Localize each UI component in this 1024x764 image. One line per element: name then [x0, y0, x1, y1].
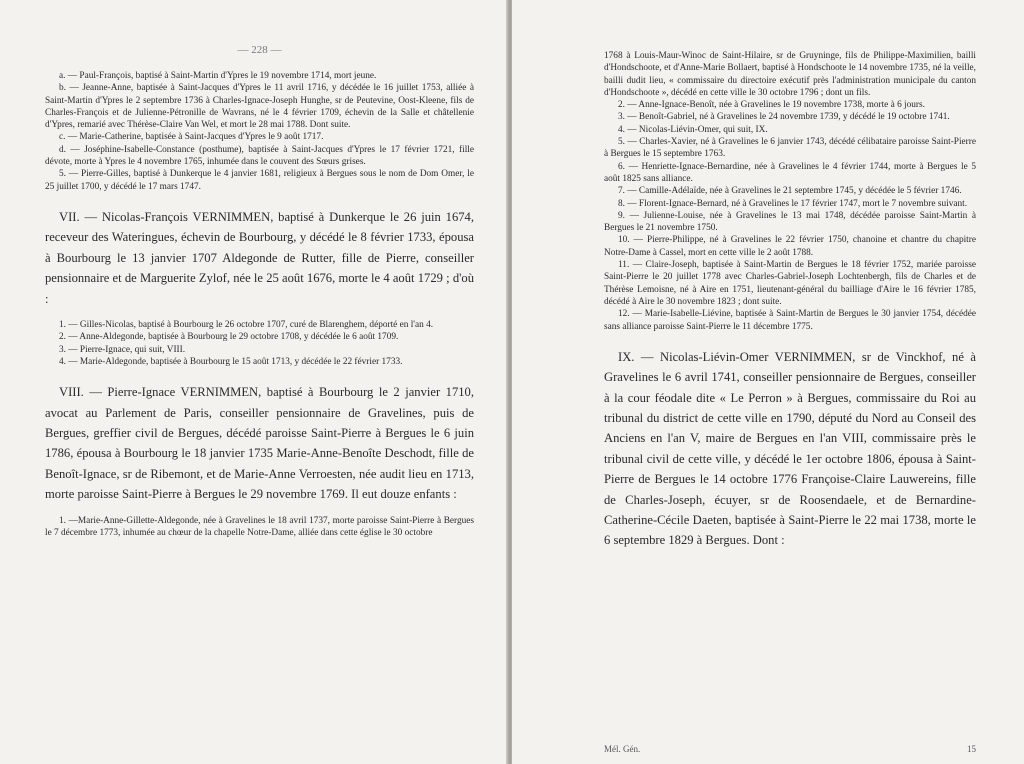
child-entry: 9. — Julienne-Louise, née à Gravelines le 13 mai 1748, décédée paroisse Saint-Martin à Bergues le 21 novembre 1750. [604, 210, 976, 234]
child-entry: 5. — Pierre-Gilles, baptisé à Dunkerque le 4 janvier 1681, religieux à Bergues sous le nom de Dom Omer, le 25 juillet 1700, y décédé le 17 mars 1747. [45, 169, 474, 192]
child-entry: 7. — Camille-Adélaïde, née à Gravelines le 21 septembre 1745, y décédée le 5 février 1746. [618, 186, 962, 197]
child-entry: 1. —Marie-Anne-Gillette-Aldegonde, née à Gravelines le 18 avril 1737, morte paroisse Saint-Pierre à Bergues le 7 décembre 1773, inhumée au chœur de la chapelle Notre-Dame, alliée dans cette église le 30 octobre [45, 515, 474, 538]
left-page [0, 0, 508, 764]
generation-entry: IX. — Nicolas-Liévin-Omer VERNIMMEN, sr de Vinckhof, né à Gravelines le 6 avril 1741, conseiller pensionnaire de Bergues, conseiller à la cour féodale dite « Le Perron » à Bergues, commissaire du Roi au tribunal du district de cette ville en 1790, député du Nord au Conseil des Anciens en l'an V, maire de Bergues en l'an VIII, commissaire près le tribunal civil de cette ville, y décédé le 1er octobre 1806, épousa à Saint-Pierre de Bergues le 14 octobre 1776 Françoise-Claire Lauwereins, fille de Charles-Joseph, écuyer, sr de Roosendaele, et de Bernardine-Catherine-Cécile Daeten, baptisée à Saint-Pierre le 22 mai 1738, morte le 6 septembre 1829 à Bergues. Dont : [604, 349, 976, 548]
paragraph-spacer [45, 368, 474, 382]
footer-page-number: 15 [967, 744, 976, 754]
child-entry: 4. — Marie-Aldegonde, baptisée à Bourbourg le 15 août 1713, y décédée le 22 février 1733. [59, 356, 403, 367]
paragraph-spacer [45, 193, 474, 207]
generation-entry: VIII. — Pierre-Ignace VERNIMMEN, baptisé à Bourbourg le 2 janvier 1710, avocat au Parlement de Paris, conseiller pensionnaire de Gravelines, puis de Bergues, greffier civil de Bergues, décédé paroisse Saint-Pierre à Bergues le 6 juin 1786, épousa à Bourbourg le 18 janvier 1735 Marie-Anne-Benoîte Deschodt, fille de Benoît-Ignace, sr de Ribemont, et de Marie-Anne Verroesten, née audit lieu en 1713, morte paroisse Saint-Pierre à Bergues le 29 novembre 1769. Il eut douze enfants : [45, 385, 474, 502]
child-entry: d. — Joséphine-Isabelle-Constance (posthume), baptisée à Saint-Jacques d'Ypres le 17 février 1721, fille dévote, morte à Ypres le 4 novembre 1765, inhumée dans le couvent des Sœurs grises. [45, 144, 474, 168]
child-entry: 3. — Pierre-Ignace, qui suit, VIII. [59, 344, 186, 355]
left-page-body [45, 70, 474, 539]
footer-signature: Mél. Gén. [604, 744, 641, 754]
child-entry: 1. — Gilles-Nicolas, baptisé à Bourbourg le 26 octobre 1707, curé de Blarenghem, déporté en l'an 4. [59, 320, 434, 330]
child-entry: 2. — Anne-Ignace-Benoît, née à Gravelines le 19 novembre 1738, morte à 6 jours. [618, 100, 925, 111]
page-number: — 228 — [237, 44, 282, 56]
paragraph-spacer [45, 505, 474, 515]
child-entry: a. — Paul-François, baptisé à Saint-Martin d'Ypres le 19 novembre 1714, mort jeune. [59, 71, 377, 81]
child-entry: 3. — Benoît-Gabriel, né à Gravelines le 24 novembre 1739, y décédé le 19 octobre 1741. [618, 112, 950, 123]
child-entry: 8. — Florent-Ignace-Bernard, né à Gravelines le 17 février 1747, mort le 7 novembre suivant. [618, 198, 968, 209]
child-entry: 4. — Nicolas-Liévin-Omer, qui suit, IX. [618, 124, 768, 135]
paragraph-spacer [604, 333, 976, 347]
child-entry: 6. — Henriette-Ignace-Bernardine, née à Gravelines le 4 février 1744, morte à Bergues le 5 août 1825 sans alliance. [604, 161, 976, 184]
child-entry: 11. — Claire-Joseph, baptisée à Saint-Martin de Bergues le 18 février 1752, mariée paroisse Saint-Pierre le 20 juillet 1778 avec Charles-Gabriel-Joseph Lochtenbergh, fils de Charles et de Thérèse Lemoisne, né à Aire en 1751, lieutenant-général du bailliage d'Aire le 16 février 1785, décédé à Aire le 30 novembre 1823 ; dont suite. [604, 260, 976, 307]
child-entry: 12. — Marie-Isabelle-Liévine, baptisée à Saint-Martin de Bergues le 30 janvier 1754, décédée sans alliance paroisse Saint-Pierre le 11 décembre 1775. [604, 309, 976, 332]
child-entry: c. — Marie-Catherine, baptisée à Saint-Jacques d'Ypres le 9 août 1717. [59, 132, 324, 143]
paragraph-spacer [45, 309, 474, 319]
right-page [512, 0, 1024, 764]
child-entry: 5. — Charles-Xavier, né à Gravelines le 6 janvier 1743, décédé célibataire paroisse Saint-Pierre à Bergues le 15 septembre 1763. [604, 137, 976, 160]
child-entry: 2. — Anne-Aldegonde, baptisée à Bourbourg le 29 octobre 1708, y décédée le 6 août 1709. [59, 332, 399, 343]
generation-entry: VII. — Nicolas-François VERNIMMEN, baptisé à Dunkerque le 26 juin 1674, receveur des Wateringues, échevin de Bourbourg, y décédé le 8 février 1733, épousa à Bourbourg le 13 janvier 1707 Aldegonde de Rutter, fille de Pierre, conseiller pensionnaire et de Marguerite Zylof, née le 25 août 1676, morte le 4 août 1729 ; d'où : [45, 209, 474, 306]
child-entry: b. — Jeanne-Anne, baptisée à Saint-Jacques d'Ypres le 11 avril 1716, y décédée le 16 juillet 1753, alliée à Saint-Martin d'Ypres le 2 septembre 1736 à Charles-Ignace-Joseph Hunghe, sr de Peutevine, Oost-Kleene, fils de Charles-François et de Julienne-Pétronille de Wavrans, né le 4 février 1709, échevin de la Salle et châtellenie d'Ypres, remarié avec Thérèse-Claire Van Wel, et mort le 28 mai 1788. Dont suite. [45, 83, 474, 131]
child-entry: 1768 à Louis-Maur-Winoc de Saint-Hilaire, sr de Gruyninge, fils de Philippe-Maximilien, bailli d'Hondschoote, et d'Anne-Marie Bollaert, baptisé à Hondschoote le 14 novembre 1735, né la veille, bailli dudit lieu, « commissaire du directoire exécutif près l'administration municipale du canton d'Hondschoote », décédé en cette ville le 30 octobre 1796 ; dont un fils. [604, 51, 976, 98]
right-page-body [604, 50, 976, 551]
child-entry: 10. — Pierre-Philippe, né à Gravelines le 22 février 1750, chanoine et chantre du chapitre Notre-Dame à Cassel, mort en cette ville le 2 août 1788. [604, 235, 976, 258]
